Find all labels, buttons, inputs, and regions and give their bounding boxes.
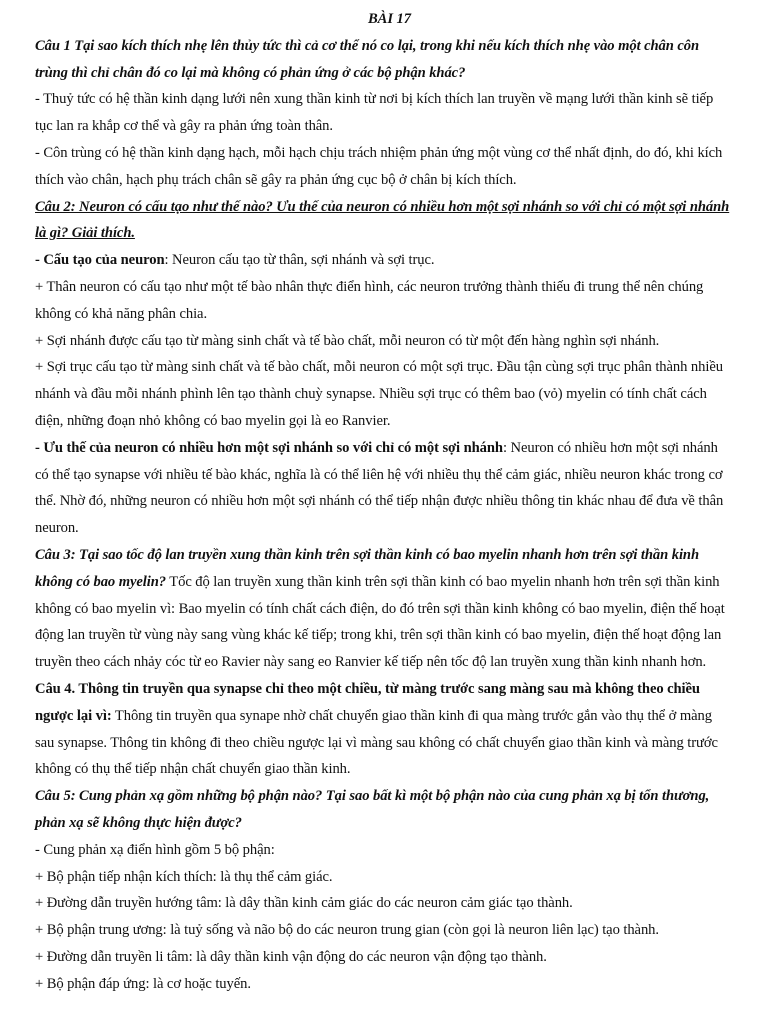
reflex-arc-item: + Đường dẫn truyền li tâm: là dây thần kinh vận động do các neuron vận động tạo thành. (35, 948, 547, 965)
question-4: Câu 4. Thông tin truyền qua synapse chỉ theo một chiều, từ màng trước sang màng sau mà không theo chiều ngược lại vì: (35, 680, 700, 724)
answer-1-insect: - Côn trùng có hệ thần kinh dạng hạch, mỗi hạch chịu trách nhiệm phản ứng một vùng cơ thể nhất định, do đó, khi kích thích vào chân, hạch phụ trách chân sẽ gây ra phản ứng cục bộ ở chân bị kích thích. (35, 144, 723, 188)
question-1: Câu 1 Tại sao kích thích nhẹ lên thủy tức thì cả cơ thể nó co lại, trong khi nếu kích thích nhẹ vào một chân côn trùng thì chỉ chân đó co lại mà không có phản ứng ở các bộ phận khác? (35, 37, 700, 81)
answer-1-hydra: - Thuỷ tức có hệ thần kinh dạng lưới nên xung thần kinh từ nơi bị kích thích lan truyền về mạng lưới thần kinh sẽ tiếp tục lan ra khắp cơ thể và gây ra phản ứng toàn thân. (35, 91, 714, 135)
reflex-arc-item: + Bộ phận trung ương: là tuỷ sống và não bộ do các neuron trung gian (còn gọi là neuron liên lạc) tạo thành. (35, 922, 659, 939)
neuron-body-paragraph: + Thân neuron có cấu tạo như một tế bào nhân thực điển hình, các neuron trưởng thành thiếu đi trung thể nên chúng không có khả năng phân chia. (35, 278, 704, 322)
reflex-arc-intro: - Cung phản xạ điển hình gồm 5 bộ phận: (35, 841, 275, 858)
neuron-advantage-label: - Ưu thế của neuron có nhiều hơn một sợi nhánh so với chỉ có một sợi nhánh (35, 439, 503, 456)
answer-4: Thông tin truyền qua synape nhờ chất chuyển giao thần kinh đi qua màng trước gắn vào thụ thể ở màng sau synapse. Thông tin không đi theo chiều ngược lại vì màng sau không có chất chuyển giao thần kinh và màng trước không có thụ thể tiếp nhận chất chuyển giao thần kinh. (35, 707, 718, 778)
question-2: Câu 2: Neuron có cấu tạo như thế nào? Ưu thế của neuron có nhiều hơn một sợi nhánh so với chỉ có một sợi nhánh là gì? Giải thích. (35, 198, 730, 242)
neuron-advantage-paragraph (35, 435, 734, 542)
lesson-title: BÀI 17 (368, 11, 411, 27)
question-3-paragraph (35, 542, 734, 676)
reflex-arc-item: + Đường dẫn truyền hướng tâm: là dây thần kinh cảm giác do các neuron cảm giác tạo thành. (35, 895, 573, 912)
reflex-arc-item: + Bộ phận đáp ứng: là cơ hoặc tuyến. (35, 975, 251, 992)
reflex-arc-item: + Bộ phận tiếp nhận kích thích: là thụ thể cảm giác. (35, 868, 333, 885)
answer-3: Tốc độ lan truyền xung thần kinh trên sợi thần kinh có bao myelin nhanh hơn trên sợi thần kinh không có bao myelin vì: Bao myelin có tính chất cách điện, do đó trên sợi thần kinh không có bao myelin, điện thế hoạt động lan truyền từ vùng này sang vùng khác kế tiếp; trong khi, trên sợi thần kinh có bao myelin, điện thế hoạt động lan truyền theo cách nhảy cóc từ eo Ravier này sang eo Ranvier kế tiếp nên tốc độ lan truyền xung thần kinh nhanh hơn. (35, 573, 725, 671)
axon-paragraph: + Sợi trục cấu tạo từ màng sinh chất và tế bào chất, mỗi neuron có một sợi trục. Đầu tận cùng sợi trục phân thành nhiều nhánh và đầu mỗi nhánh phình lên tạo thành chuỳ synapse. Nhiều sợi trục có thêm bao (vỏ) myelin có tính chất cách điện, những đoạn nhỏ không có bao myelin gọi là eo Ranvier. (35, 359, 723, 429)
neuron-structure-text: : Neuron cấu tạo từ thân, sợi nhánh và sợi trục. (164, 252, 435, 269)
question-5: Câu 5: Cung phản xạ gồm những bộ phận nào? Tại sao bất kì một bộ phận nào của cung phản xạ bị tổn thương, phản xạ sẽ không thực hiện được? (35, 788, 710, 831)
neuron-advantage-text: : Neuron có nhiều hơn một sợi nhánh có thể tạo synapse với nhiều tế bào khác, nghĩa là có thể liên hệ với nhiều thụ thể cảm giác, nhiều neuron khác trong cơ thể. Nhờ đó, những neuron có nhiều hơn một sợi nhánh có thể tiếp nhận được nhiều thông tin khác nhau để đưa về thân neuron. (35, 439, 724, 537)
neuron-structure-label: - Cấu tạo của neuron (35, 252, 165, 269)
question-4-paragraph (35, 676, 734, 783)
neuron-structure-paragraph (35, 247, 734, 274)
question-3: Câu 3: Tại sao tốc độ lan truyền xung thần kinh trên sợi thần kinh có bao myelin nhanh hơn trên sợi thần kinh không có bao myelin? (35, 546, 699, 590)
dendrite-paragraph: + Sợi nhánh được cấu tạo từ màng sinh chất và tế bào chất, mỗi neuron có từ một đến hàng nghìn sợi nhánh. (35, 332, 660, 349)
